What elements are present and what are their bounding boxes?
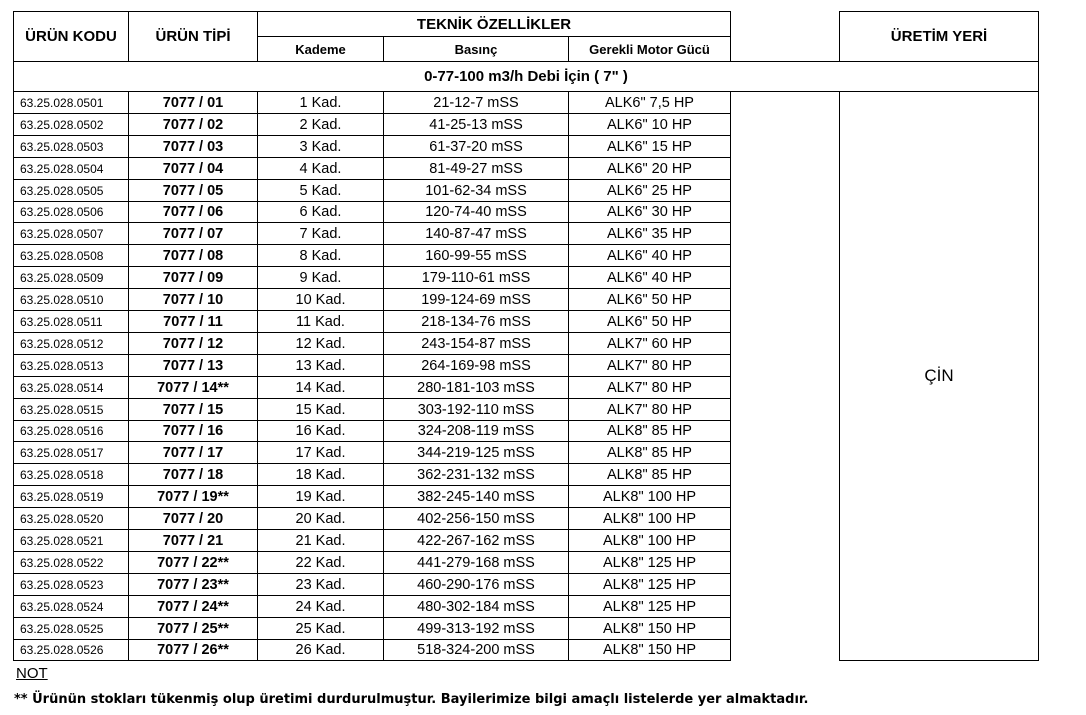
cell-pressure: 303-192-110 mSS bbox=[383, 398, 569, 421]
cell-product-type: 7077 / 05 bbox=[128, 179, 258, 202]
cell-stage: 24 Kad. bbox=[257, 595, 384, 618]
cell-stage: 25 Kad. bbox=[257, 617, 384, 640]
cell-pressure: 402-256-150 mSS bbox=[383, 507, 569, 530]
cell-product-code: 63.25.028.0502 bbox=[13, 113, 129, 136]
cell-product-code: 63.25.028.0504 bbox=[13, 157, 129, 180]
cell-product-type: 7077 / 07 bbox=[128, 222, 258, 245]
cell-product-code: 63.25.028.0514 bbox=[13, 376, 129, 399]
cell-product-code: 63.25.028.0516 bbox=[13, 420, 129, 442]
product-table bbox=[13, 11, 1039, 661]
cell-motor-power: ALK7" 80 HP bbox=[568, 354, 731, 377]
cell-product-type: 7077 / 04 bbox=[128, 157, 258, 180]
note-label: NOT bbox=[16, 665, 48, 682]
cell-pressure: 518-324-200 mSS bbox=[383, 639, 569, 661]
cell-product-code: 63.25.028.0503 bbox=[13, 135, 129, 158]
cell-pressure: 264-169-98 mSS bbox=[383, 354, 569, 377]
header-motor-power: Gerekli Motor Gücü bbox=[568, 36, 731, 62]
cell-product-code: 63.25.028.0515 bbox=[13, 398, 129, 421]
cell-motor-power: ALK8" 85 HP bbox=[568, 463, 731, 486]
cell-product-type: 7077 / 03 bbox=[128, 135, 258, 158]
cell-pressure: 324-208-119 mSS bbox=[383, 420, 569, 442]
cell-motor-power: ALK6" 35 HP bbox=[568, 222, 731, 245]
cell-product-type: 7077 / 10 bbox=[128, 288, 258, 311]
cell-product-code: 63.25.028.0511 bbox=[13, 310, 129, 333]
cell-motor-power: ALK6" 30 HP bbox=[568, 201, 731, 223]
cell-product-type: 7077 / 11 bbox=[128, 310, 258, 333]
cell-pressure: 120-74-40 mSS bbox=[383, 201, 569, 223]
cell-stage: 4 Kad. bbox=[257, 157, 384, 180]
cell-stage: 16 Kad. bbox=[257, 420, 384, 442]
cell-product-code: 63.25.028.0524 bbox=[13, 595, 129, 618]
cell-pressure: 41-25-13 mSS bbox=[383, 113, 569, 136]
cell-stage: 1 Kad. bbox=[257, 91, 384, 114]
cell-product-type: 7077 / 14** bbox=[128, 376, 258, 399]
cell-motor-power: ALK8" 100 HP bbox=[568, 507, 731, 530]
cell-product-code: 63.25.028.0526 bbox=[13, 639, 129, 661]
cell-stage: 9 Kad. bbox=[257, 266, 384, 289]
production-place-cell: ÇİN bbox=[839, 91, 1039, 661]
cell-product-code: 63.25.028.0519 bbox=[13, 485, 129, 508]
cell-product-code: 63.25.028.0513 bbox=[13, 354, 129, 377]
cell-motor-power: ALK6" 10 HP bbox=[568, 113, 731, 136]
cell-motor-power: ALK8" 100 HP bbox=[568, 529, 731, 552]
cell-pressure: 160-99-55 mSS bbox=[383, 244, 569, 267]
cell-product-type: 7077 / 18 bbox=[128, 463, 258, 486]
cell-stage: 10 Kad. bbox=[257, 288, 384, 311]
cell-product-code: 63.25.028.0525 bbox=[13, 617, 129, 640]
cell-product-code: 63.25.028.0521 bbox=[13, 529, 129, 552]
cell-product-type: 7077 / 08 bbox=[128, 244, 258, 267]
cell-product-code: 63.25.028.0512 bbox=[13, 332, 129, 355]
cell-pressure: 441-279-168 mSS bbox=[383, 551, 569, 574]
cell-pressure: 218-134-76 mSS bbox=[383, 310, 569, 333]
cell-motor-power: ALK6" 20 HP bbox=[568, 157, 731, 180]
header-stage: Kademe bbox=[257, 36, 384, 62]
cell-product-code: 63.25.028.0506 bbox=[13, 201, 129, 223]
cell-product-type: 7077 / 22** bbox=[128, 551, 258, 574]
cell-motor-power: ALK8" 85 HP bbox=[568, 441, 731, 464]
cell-stage: 20 Kad. bbox=[257, 507, 384, 530]
cell-pressure: 280-181-103 mSS bbox=[383, 376, 569, 399]
cell-motor-power: ALK7" 80 HP bbox=[568, 376, 731, 399]
cell-motor-power: ALK8" 150 HP bbox=[568, 639, 731, 661]
cell-product-code: 63.25.028.0505 bbox=[13, 179, 129, 202]
cell-stage: 14 Kad. bbox=[257, 376, 384, 399]
cell-product-code: 63.25.028.0517 bbox=[13, 441, 129, 464]
cell-stage: 15 Kad. bbox=[257, 398, 384, 421]
cell-stage: 2 Kad. bbox=[257, 113, 384, 136]
cell-product-type: 7077 / 15 bbox=[128, 398, 258, 421]
cell-motor-power: ALK6" 40 HP bbox=[568, 266, 731, 289]
cell-product-code: 63.25.028.0510 bbox=[13, 288, 129, 311]
cell-pressure: 61-37-20 mSS bbox=[383, 135, 569, 158]
cell-pressure: 422-267-162 mSS bbox=[383, 529, 569, 552]
cell-motor-power: ALK8" 150 HP bbox=[568, 617, 731, 640]
cell-product-type: 7077 / 21 bbox=[128, 529, 258, 552]
cell-stage: 22 Kad. bbox=[257, 551, 384, 574]
cell-stage: 5 Kad. bbox=[257, 179, 384, 202]
cell-motor-power: ALK6" 25 HP bbox=[568, 179, 731, 202]
cell-stage: 3 Kad. bbox=[257, 135, 384, 158]
cell-product-type: 7077 / 12 bbox=[128, 332, 258, 355]
cell-product-type: 7077 / 23** bbox=[128, 573, 258, 596]
cell-pressure: 140-87-47 mSS bbox=[383, 222, 569, 245]
cell-product-type: 7077 / 02 bbox=[128, 113, 258, 136]
header-production-place: ÜRETİM YERİ bbox=[839, 11, 1039, 62]
cell-pressure: 460-290-176 mSS bbox=[383, 573, 569, 596]
cell-product-code: 63.25.028.0508 bbox=[13, 244, 129, 267]
cell-motor-power: ALK8" 85 HP bbox=[568, 420, 731, 442]
cell-product-type: 7077 / 26** bbox=[128, 639, 258, 661]
cell-motor-power: ALK6" 7,5 HP bbox=[568, 91, 731, 114]
cell-product-code: 63.25.028.0507 bbox=[13, 222, 129, 245]
cell-motor-power: ALK6" 50 HP bbox=[568, 310, 731, 333]
cell-product-code: 63.25.028.0520 bbox=[13, 507, 129, 530]
cell-product-code: 63.25.028.0509 bbox=[13, 266, 129, 289]
cell-motor-power: ALK8" 125 HP bbox=[568, 573, 731, 596]
cell-product-code: 63.25.028.0518 bbox=[13, 463, 129, 486]
cell-motor-power: ALK6" 15 HP bbox=[568, 135, 731, 158]
header-pressure: Basınç bbox=[383, 36, 569, 62]
cell-product-type: 7077 / 25** bbox=[128, 617, 258, 640]
cell-product-code: 63.25.028.0523 bbox=[13, 573, 129, 596]
cell-product-type: 7077 / 20 bbox=[128, 507, 258, 530]
header-technical-specs: TEKNİK ÖZELLİKLER bbox=[257, 11, 731, 37]
cell-stage: 21 Kad. bbox=[257, 529, 384, 552]
cell-pressure: 382-245-140 mSS bbox=[383, 485, 569, 508]
cell-product-type: 7077 / 16 bbox=[128, 420, 258, 442]
cell-stage: 26 Kad. bbox=[257, 639, 384, 661]
section-title: 0-77-100 m3/h Debi İçin ( 7" ) bbox=[13, 61, 1039, 92]
cell-stage: 17 Kad. bbox=[257, 441, 384, 464]
cell-pressure: 81-49-27 mSS bbox=[383, 157, 569, 180]
cell-motor-power: ALK7" 80 HP bbox=[568, 398, 731, 421]
cell-stage: 23 Kad. bbox=[257, 573, 384, 596]
cell-product-type: 7077 / 17 bbox=[128, 441, 258, 464]
cell-pressure: 199-124-69 mSS bbox=[383, 288, 569, 311]
cell-product-type: 7077 / 13 bbox=[128, 354, 258, 377]
cell-motor-power: ALK6" 40 HP bbox=[568, 244, 731, 267]
cell-product-type: 7077 / 06 bbox=[128, 201, 258, 223]
cell-product-code: 63.25.028.0501 bbox=[13, 91, 129, 114]
header-product-code: ÜRÜN KODU bbox=[13, 11, 129, 62]
header-product-type: ÜRÜN TİPİ bbox=[128, 11, 258, 62]
cell-stage: 8 Kad. bbox=[257, 244, 384, 267]
cell-motor-power: ALK6" 50 HP bbox=[568, 288, 731, 311]
cell-stage: 19 Kad. bbox=[257, 485, 384, 508]
cell-motor-power: ALK8" 125 HP bbox=[568, 551, 731, 574]
cell-pressure: 344-219-125 mSS bbox=[383, 441, 569, 464]
cell-motor-power: ALK7" 60 HP bbox=[568, 332, 731, 355]
cell-pressure: 362-231-132 mSS bbox=[383, 463, 569, 486]
cell-pressure: 243-154-87 mSS bbox=[383, 332, 569, 355]
footnote: ** Ürünün stokları tükenmiş olup üretimi durdurulmuştur. Bayilerimize bilgi amaçlı listelerde yer almaktadır. bbox=[14, 692, 809, 707]
cell-pressure: 179-110-61 mSS bbox=[383, 266, 569, 289]
cell-motor-power: ALK8" 125 HP bbox=[568, 595, 731, 618]
cell-stage: 11 Kad. bbox=[257, 310, 384, 333]
cell-product-type: 7077 / 01 bbox=[128, 91, 258, 114]
cell-product-type: 7077 / 19** bbox=[128, 485, 258, 508]
cell-motor-power: ALK8" 100 HP bbox=[568, 485, 731, 508]
cell-stage: 12 Kad. bbox=[257, 332, 384, 355]
cell-pressure: 21-12-7 mSS bbox=[383, 91, 569, 114]
cell-product-type: 7077 / 24** bbox=[128, 595, 258, 618]
cell-stage: 6 Kad. bbox=[257, 201, 384, 223]
cell-stage: 18 Kad. bbox=[257, 463, 384, 486]
cell-product-code: 63.25.028.0522 bbox=[13, 551, 129, 574]
cell-pressure: 101-62-34 mSS bbox=[383, 179, 569, 202]
cell-product-type: 7077 / 09 bbox=[128, 266, 258, 289]
cell-pressure: 499-313-192 mSS bbox=[383, 617, 569, 640]
cell-pressure: 480-302-184 mSS bbox=[383, 595, 569, 618]
cell-stage: 13 Kad. bbox=[257, 354, 384, 377]
cell-stage: 7 Kad. bbox=[257, 222, 384, 245]
